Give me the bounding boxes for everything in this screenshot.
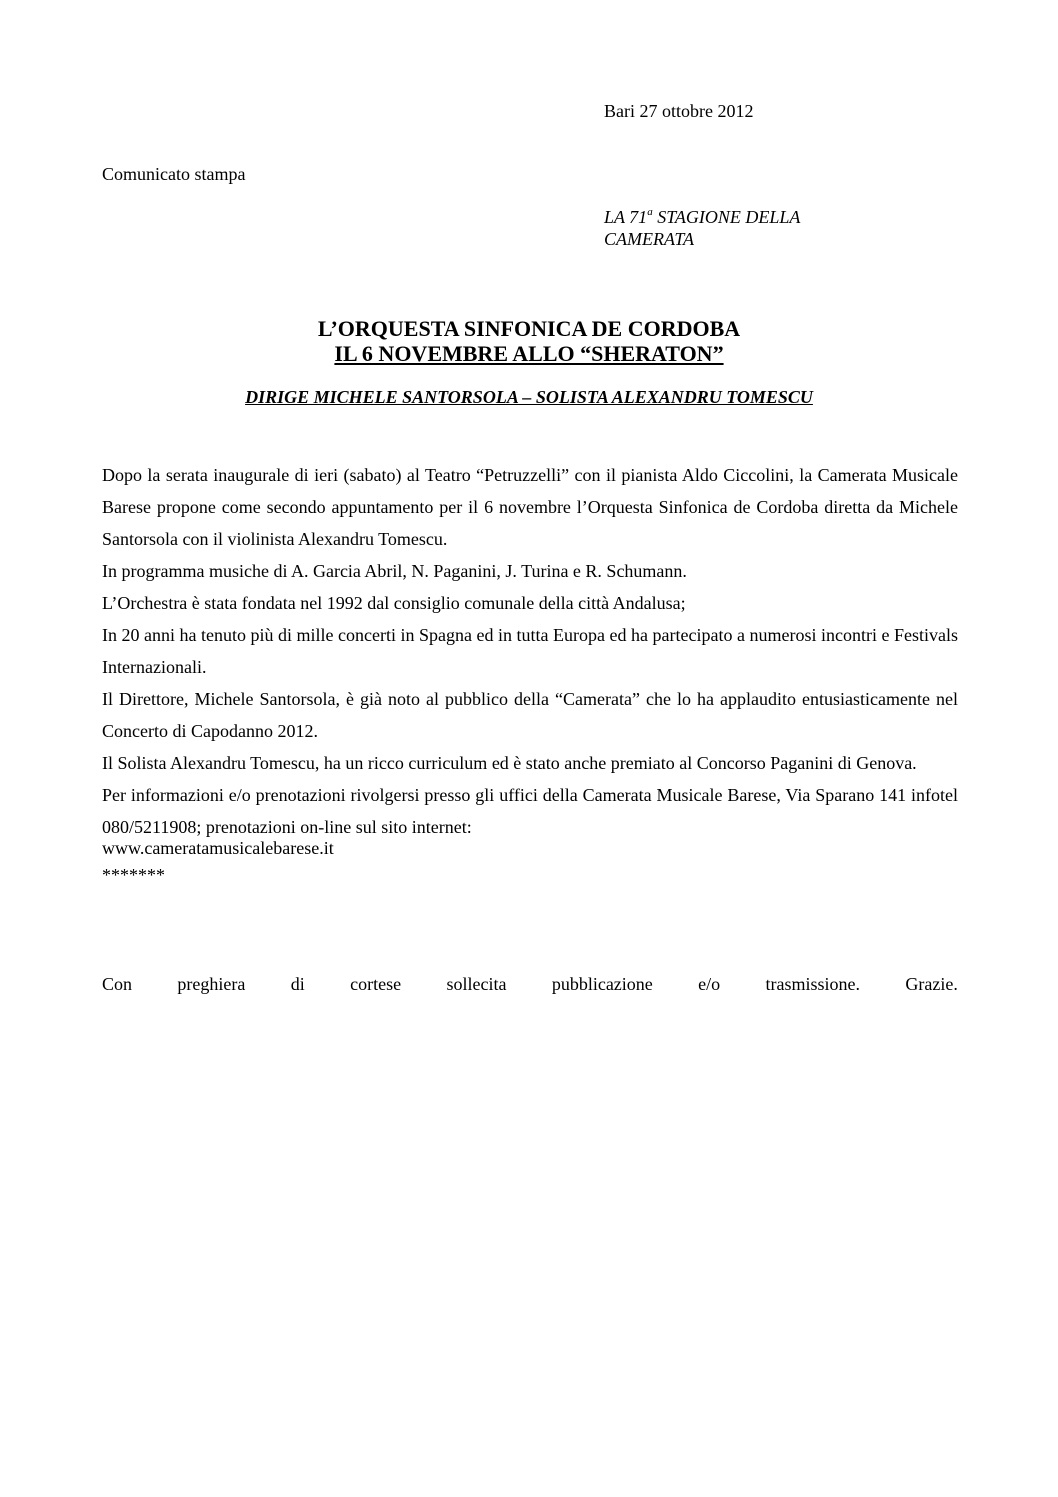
closing-word: Grazie. [905, 974, 958, 994]
season-line-2: CAMERATA [604, 229, 694, 249]
closing-word: trasmissione. [765, 974, 861, 994]
closing-word: di [290, 974, 305, 994]
paragraph-orchestra: L’Orchestra è stata fondata nel 1992 dal consiglio comunale della città Andalusa; [102, 593, 686, 613]
paragraph-info: Per informazioni e/o prenotazioni rivolgersi presso gli uffici della Camerata Musicale Barese, Via Sparano 141 infotel 080/5211908; prenotazioni on-line sul sito internet: [102, 785, 958, 837]
body-text [102, 459, 958, 886]
subheadline: DIRIGE MICHELE SANTORSOLA – SOLISTA ALEXANDRU TOMESCU [245, 387, 813, 407]
closing-word: Con [102, 974, 133, 994]
closing-word: pubblicazione [551, 974, 653, 994]
document-type-label: Comunicato stampa [102, 164, 246, 184]
season-prefix: LA 71 [604, 207, 648, 227]
season-rest: STAGIONE DELLA [652, 207, 801, 227]
season-ordinal-superscript: a [647, 206, 653, 218]
paragraph-director: Il Direttore, Michele Santorsola, è già noto al pubblico della “Camerata” che lo ha applaudito entusiasticamente nel Concerto di Capodanno 2012. [102, 689, 958, 741]
closing-word: preghiera [177, 974, 246, 994]
season-title [604, 206, 800, 250]
paragraph-soloist: Il Solista Alexandru Tomescu, ha un ricco curriculum ed è stato anche premiato al Concorso Paganini di Genova. [102, 753, 917, 773]
closing-line [102, 973, 958, 995]
paragraph-intro: Dopo la serata inaugurale di ieri (sabato) al Teatro “Petruzzelli” con il pianista Aldo Ciccolini, la Camerata Musicale Barese propone come secondo appuntamento per il 6 novembre l’Orquesta Sinfonica de Cordoba diretta da Michele Santorsola con il violinista Alexandru Tomescu. [102, 465, 958, 549]
headline-line-1: L’ORQUESTA SINFONICA DE CORDOBA [317, 316, 741, 341]
paragraph-history: In 20 anni ha tenuto più di mille concerti in Spagna ed in tutta Europa ed ha partecipato a numerosi incontri e Festivals Internazionali. [102, 625, 958, 677]
document-date: Bari 27 ottobre 2012 [604, 101, 754, 121]
closing-word: sollecita [446, 974, 507, 994]
website-text: www.cameratamusicalebarese.it [102, 838, 334, 858]
closing-word: e/o [698, 974, 721, 994]
headline-line-2: IL 6 NOVEMBRE ALLO “SHERATON” [334, 341, 724, 366]
headline [0, 316, 1058, 366]
season-line-1 [604, 206, 800, 228]
closing-word: cortese [350, 974, 402, 994]
paragraph-programme: In programma musiche di A. Garcia Abril, N. Paganini, J. Turina e R. Schumann. [102, 561, 687, 581]
separator-stars: ******* [102, 865, 165, 885]
